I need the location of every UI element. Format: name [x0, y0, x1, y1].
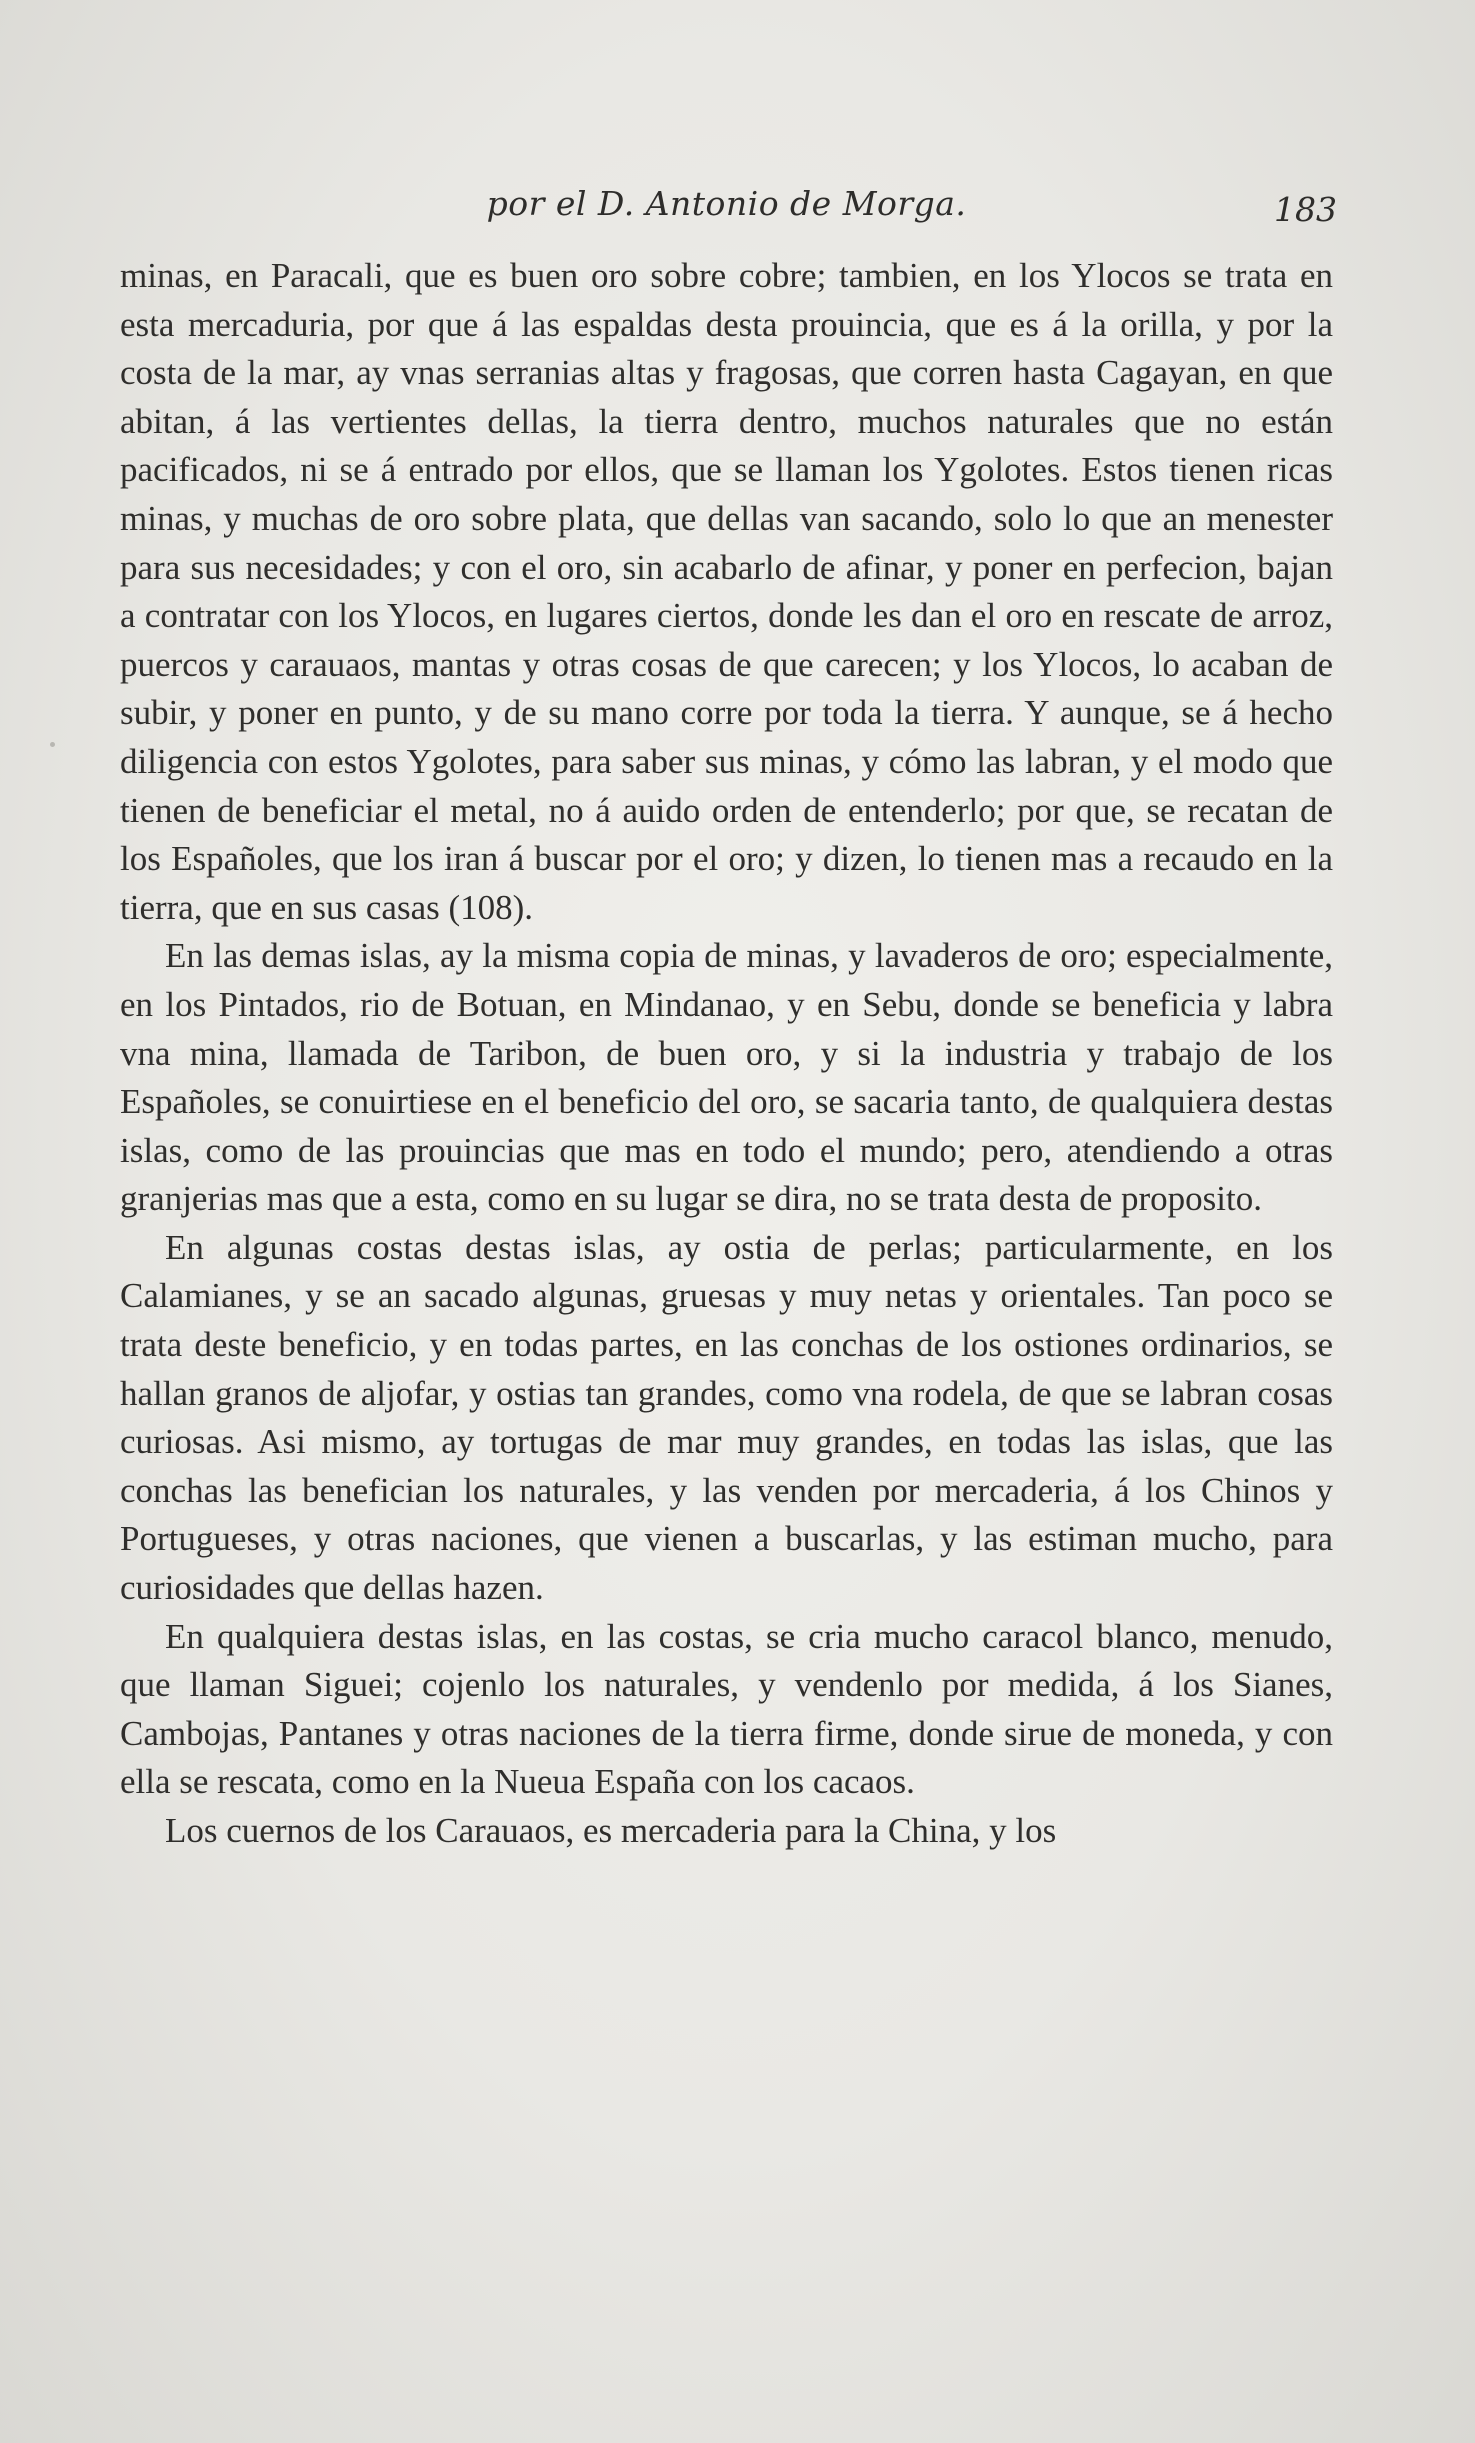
- body-text: [120, 252, 1333, 1856]
- page-number: 183: [1274, 190, 1337, 229]
- running-head: [118, 178, 1335, 238]
- paragraph-2: En las demas islas, ay la misma copia de minas, y lavaderos de oro; especialmente, en los Pintados, rio de Botuan, en Mindanao, y en Sebu, donde se beneficia y labra vna mina, llamada de Taribon, de buen oro, y si la industria y trabajo de los Españoles, se conuirtiese en el beneficio del oro, se sacaria tanto, de qualquiera destas islas, como de las prouincias que mas en todo el mundo; pero, atendiendo a otras granjerias mas que a esta, como en su lugar se dira, no se trata desta de proposito.: [120, 936, 1333, 1219]
- paragraph-1: minas, en Paracali, que es buen oro sobre cobre; tambien, en los Ylocos se trata en esta mercaduria, por que á las espaldas desta prouincia, que es á la orilla, y por la costa de la mar, ay vnas serranias altas y fragosas, que corren hasta Cagayan, en que abitan, á las vertientes dellas, la tierra dentro, muchos naturales que no están pacificados, ni se á entrado por ellos, que se llaman los Ygolotes. Estos tienen ricas minas, y muchas de oro sobre plata, que dellas van sacando, solo lo que an menester para sus necesidades; y con el oro, sin acabarlo de afinar, y poner en perfecion, bajan a contratar con los Ylocos, en lugares ciertos, donde les dan el oro en rescate de arroz, puercos y carauaos, mantas y otras cosas de que carecen; y los Ylocos, lo acaban de subir, y poner en punto, y de su mano corre por toda la tierra. Y aunque, se á hecho diligencia con estos Ygolotes, para saber sus minas, y cómo las labran, y el modo que tienen de beneficiar el metal, no á auido orden de entenderlo; por que, se recatan de los Españoles, que los iran á buscar por el oro; y dizen, lo tienen mas a recaudo en la tierra, que en sus casas (108).: [120, 256, 1333, 927]
- paragraph-5: Los cuernos de los Carauaos, es mercaderia para la China, y los: [165, 1811, 1057, 1850]
- paragraph-3: En algunas costas destas islas, ay ostia de perlas; particularmente, en los Calamianes, y se an sacado algunas, gruesas y muy netas y orientales. Tan poco se trata deste beneficio, y en todas partes, en las conchas de los ostiones ordinarios, se hallan granos de aljofar, y ostias tan grandes, como vna rodela, de que se labran cosas curiosas. Asi mismo, ay tortugas de mar muy grandes, en todas las islas, que las conchas las benefician los naturales, y las venden por mercaderia, á los Chinos y Portugueses, y otras naciones, que vienen a buscarlas, y las estiman mucho, para curiosidades que dellas hazen.: [120, 1227, 1333, 1608]
- paper-speck: [50, 742, 55, 747]
- running-title: por el D. Antonio de Morga.: [486, 184, 967, 223]
- paragraph-4: En qualquiera destas islas, en las costas, se cria mucho caracol blanco, menudo, que llaman Siguei; cojenlo los naturales, y vendenlo por medida, á los Sianes, Cambojas, Pantanes y otras naciones de la tierra firme, donde sirue de moneda, y con ella se rescata, como en la Nueua España con los cacaos.: [120, 1616, 1333, 1802]
